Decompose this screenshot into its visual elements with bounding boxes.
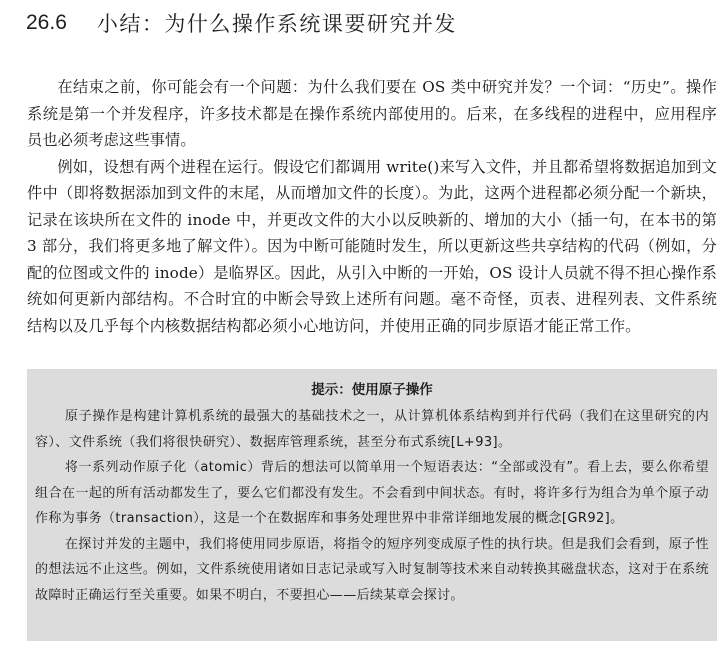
tip-box <box>27 369 717 641</box>
section-heading <box>26 6 716 40</box>
body-paragraph: 例如，设想有两个进程在运行。假设它们都调用 write()来写入文件，并且都希望将数据追加到文件中（即将数据添加到文件的末尾，从而增加文件的长度）。为此，这两个进程都必须分配一个新块，记录在该块所在文件的 inode 中，并更改文件的大小以反映新的、增加的大小（插一句，在本书的第 3 部分，我们将更多地了解文件）。因为中断可能随时发生，所以更新这些共享结构的代码（例如，分配的位图或文件的 inode）是临界区。因此，从引入中断的一开始，OS 设计人员就不得不担心操作系统如何更新内部结构。不合时宜的中断会导致上述所有问题。毫不奇怪，页表、进程列表、文件系统结构以及几乎每个内核数据结构都必须小心地访问，并使用正确的同步原语才能正常工作。 <box>27 157 717 335</box>
body-text <box>27 74 717 339</box>
tip-paragraph: 原子操作是构建计算机系统的最强大的基础技术之一，从计算机体系结构到并行代码（我们在这里研究的内容）、文件系统（我们将很快研究）、数据库管理系统，甚至分布式系统[L+93]。 <box>35 409 709 450</box>
section-number: 26.6 <box>26 11 67 34</box>
body-paragraph: 在结束之前，你可能会有一个问题：为什么我们要在 OS 类中研究并发？一个词：“历史”。操作系统是第一个并发程序，许多技术都是在操作系统内部使用的。后来，在多线程的进程中，应用程序员也必须考虑这些事情。 <box>27 78 717 149</box>
tip-paragraph: 将一系列动作原子化（atomic）背后的想法可以简单用一个短语表达：“全部或没有”。看上去，要么你希望组合在一起的所有活动都发生了，要么它们都没有发生。不会看到中间状态。有时，将许多行为组合为单个原子动作称为事务（transaction），这是一个在数据库和事务处理世界中非常详细地发展的概念[GR92]。 <box>35 460 709 526</box>
tip-title: 提示：使用原子操作 <box>311 382 433 398</box>
tip-paragraph: 在探讨并发的主题中，我们将使用同步原语，将指令的短序列变成原子性的执行块。但是我们会看到，原子性的想法远不止这些。例如，文件系统使用诸如日志记录或写入时复制等技术来自动转换其磁盘状态，这对于在系统故障时正确运行至关重要。如果不明白，不要担心——后续某章会探讨。 <box>35 536 709 603</box>
section-title: 小结：为什么操作系统课要研究并发 <box>96 12 457 36</box>
